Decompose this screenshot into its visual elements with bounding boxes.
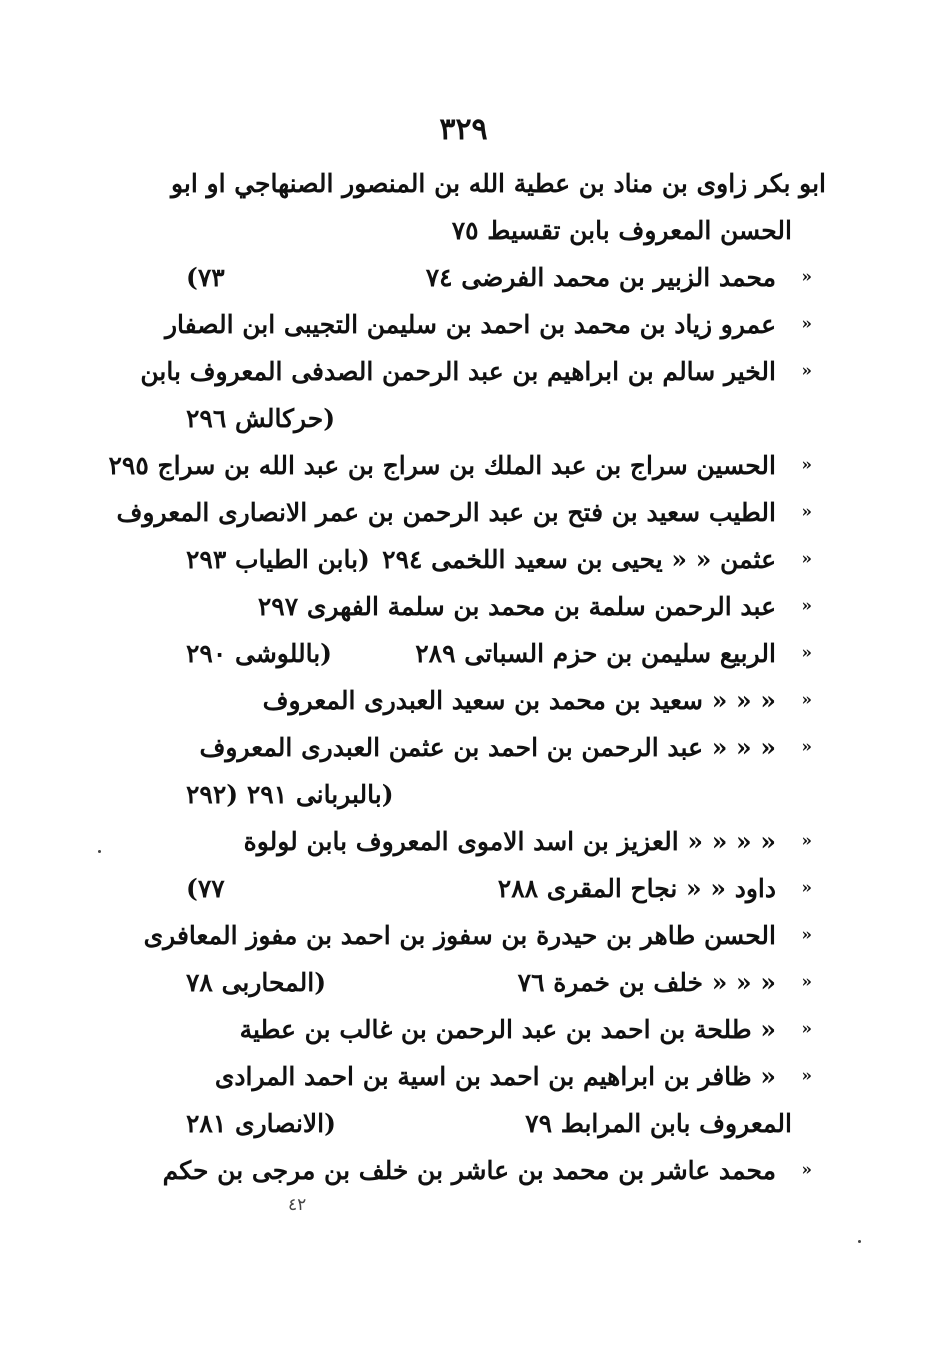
ditto-marker: « bbox=[801, 925, 812, 945]
index-line bbox=[186, 771, 826, 818]
signature-mark: ٤٢ bbox=[288, 1195, 307, 1215]
entry-text: عبد الرحمن سلمة بن محمد بن سلمة الفهرى ٢٩٧ bbox=[257, 592, 776, 621]
ditto-marker: « bbox=[801, 1160, 812, 1180]
entry-text: عثمن « « يحيى بن سعيد اللخمى ٢٩٤ bbox=[382, 545, 776, 574]
entry-overflow-note: (الانصارى ٢٨١ bbox=[186, 1109, 336, 1138]
ditto-marker: « bbox=[801, 549, 812, 569]
index-line bbox=[186, 677, 826, 724]
ditto-marker: « bbox=[801, 267, 812, 287]
entry-overflow-note: (بالبربانى ٢٩١ (٢٩٢ bbox=[186, 780, 394, 809]
index-line bbox=[186, 395, 826, 442]
ditto-marker: « bbox=[801, 737, 812, 757]
index-line bbox=[186, 536, 826, 583]
index-line bbox=[186, 818, 826, 865]
entry-text: الحسين سراج بن عبد الملك بن سراج بن عبد الله بن سراج ٢٩٥ bbox=[108, 451, 776, 480]
entry-text: « « « سعيد بن محمد بن سعيد العبدرى المعروف bbox=[262, 686, 776, 715]
index-line bbox=[186, 207, 826, 254]
ditto-marker: « bbox=[801, 878, 812, 898]
entry-text: « « « « العزيز بن اسد الاموى المعروف بابن لولوة bbox=[243, 827, 776, 856]
speck-dot bbox=[858, 1240, 861, 1243]
index-line bbox=[170, 160, 826, 207]
index-line bbox=[143, 912, 826, 959]
index-entries bbox=[108, 160, 826, 1194]
entry-text: محمد عاشر بن محمد بن عاشر بن خلف بن مرجى بن حكم bbox=[162, 1156, 776, 1185]
entry-overflow-note: (بابن الطياب ٢٩٣ bbox=[186, 545, 370, 574]
ditto-marker: « bbox=[801, 596, 812, 616]
entry-text: الطيب سعيد بن فتح بن عبد الرحمن بن عمر الانصارى المعروف bbox=[116, 498, 776, 527]
index-line bbox=[164, 301, 826, 348]
index-line bbox=[162, 1147, 826, 1194]
index-line bbox=[140, 348, 826, 395]
ditto-marker: « bbox=[801, 643, 812, 663]
entry-text: عمرو زياد بن محمد بن احمد بن سليمن التجيبى ابن الصفار bbox=[164, 310, 776, 339]
entry-text: الحسن طاهر بن حيدرة بن سفوز بن احمد بن مفوز المعافرى bbox=[143, 921, 776, 950]
page-number: ٣٢٩ bbox=[439, 112, 488, 147]
index-line bbox=[186, 1053, 826, 1100]
index-line bbox=[108, 442, 826, 489]
index-line bbox=[116, 489, 826, 536]
entry-overflow-note: (حركالش ٢٩٦ bbox=[186, 404, 336, 433]
entry-overflow-note: ٧٧) bbox=[186, 874, 225, 903]
entry-text: الربيع سليمن بن حزم السباتى ٢٨٩ bbox=[415, 639, 776, 668]
index-line bbox=[186, 630, 826, 677]
entry-text: الخير سالم بن ابراهيم بن عبد الرحمن الصدفى المعروف بابن bbox=[140, 357, 776, 386]
ditto-marker: « bbox=[801, 1066, 812, 1086]
entry-text: ابو بكر زاوى بن مناد بن عطية الله بن المنصور الصنهاجي او ابو bbox=[170, 169, 826, 198]
ditto-marker: « bbox=[801, 831, 812, 851]
ditto-marker: « bbox=[801, 314, 812, 334]
entry-overflow-note: (باللوشى ٢٩٠ bbox=[186, 639, 332, 668]
entry-overflow-note: (المحاربى ٧٨ bbox=[186, 968, 327, 997]
index-line bbox=[186, 583, 826, 630]
index-line bbox=[186, 254, 826, 301]
ditto-marker: « bbox=[801, 972, 812, 992]
entry-text: « طلحة بن احمد بن عبد الرحمن بن غالب بن عطية bbox=[239, 1015, 776, 1044]
entry-text: محمد الزبير بن محمد الفرضى ٧٤ bbox=[425, 263, 776, 292]
index-line bbox=[186, 959, 826, 1006]
ditto-marker: « bbox=[801, 361, 812, 381]
ditto-marker: « bbox=[801, 1019, 812, 1039]
index-line bbox=[186, 724, 826, 771]
entry-text: « « « خلف بن خمرة ٧٦ bbox=[517, 968, 776, 997]
speck-dot bbox=[98, 850, 101, 853]
index-line bbox=[186, 1006, 826, 1053]
entry-overflow-note: ٧٣) bbox=[186, 263, 225, 292]
index-line bbox=[186, 865, 826, 912]
ditto-marker: « bbox=[801, 502, 812, 522]
ditto-marker: « bbox=[801, 455, 812, 475]
entry-text: « ظافر بن ابراهيم بن احمد بن اسية بن احمد المرادى bbox=[214, 1062, 776, 1091]
entry-text: المعروف بابن المرابط ٧٩ bbox=[525, 1109, 792, 1138]
entry-text: الحسن المعروف بابن تقسيط ٧٥ bbox=[451, 216, 792, 245]
index-line bbox=[186, 1100, 826, 1147]
entry-text: « « « عبد الرحمن بن احمد بن عثمن العبدرى المعروف bbox=[199, 733, 776, 762]
entry-text: داود « « نجاح المقرى ٢٨٨ bbox=[497, 874, 776, 903]
ditto-marker: « bbox=[801, 690, 812, 710]
